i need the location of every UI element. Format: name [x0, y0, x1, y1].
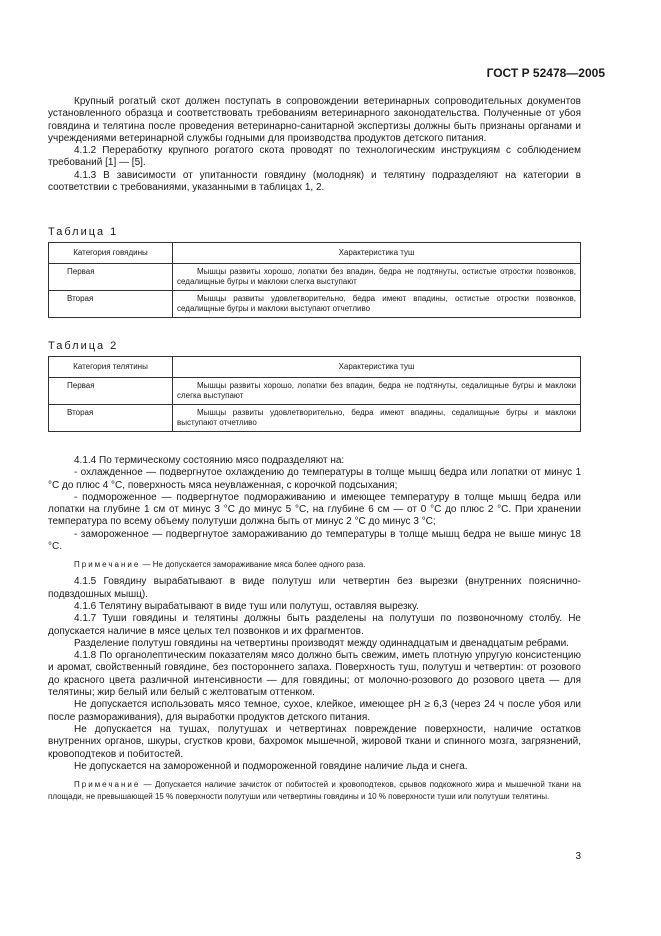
table2-row1-category: Первая [49, 378, 173, 405]
ice-snow-restriction: Не допускается на замороженной и подмороженной говядине наличие льда и снега. [74, 760, 468, 772]
table-row [49, 378, 581, 405]
surface-damage-restriction: Не допускается на тушах, полутушах и четвертинах повреждение поверхности, наличие остатков внутренних органов, шкуры, сгустков крови, бахромок мышечной, жировой ткани и спинного мозга, загрязнений, кровоподтеков и побитостей. [48, 723, 581, 760]
table2-row2-category: Вторая [49, 405, 173, 432]
table-row [49, 405, 581, 432]
dfd-meat-restriction: Не допускается использовать мясо темное, сухое, клейкое, имеющее рН ≥ 6,3 (через 24 ч после убоя или после размораживания), для выработки продуктов детского питания. [48, 699, 581, 723]
note-text: — Не допускается замораживание мяса более одного раза. [140, 560, 366, 570]
table2-row1-description: Мышцы развиты хорошо, лопатки без впадин, бедра не подтянуты, седалищные бугры и маклоки слегка выступают [173, 378, 581, 405]
page-number: 3 [575, 851, 581, 862]
table1-caption: Таблица 1 [48, 226, 119, 238]
table1-header-characteristics: Характеристика туш [173, 243, 581, 264]
table2-caption: Таблица 2 [48, 340, 119, 352]
thermal-state-supercooled: - подмороженное — подвергнутое подмораживанию и имеющее температуру в толще мышц бедра или лопатки на глубине 1 см от минус 3 °С до минус 5 °С, на глубине 6 см — от 0 °С до плюс 2 °С. При хранении температура по всему объему полутуши должна быть от минус 2 °С до минус 3 °С; [48, 491, 581, 528]
table-row [49, 291, 581, 318]
table2-row2-description: Мышцы развиты удовлетворительно, бедра имеют впадины, седалищные бугры и маклоки выступают отчетливо [173, 405, 581, 432]
table2-header-characteristics: Характеристика туш [173, 357, 581, 378]
note-label: Примечание [74, 560, 141, 570]
final-note-text: — Допускается наличие зачисток от побитостей и кровоподтеков, срывов подкожного жира и мышечной ткани на площади, не превышающей 15 % поверхности полутуши или четвертины говядины и 10 % поверхности туши или полутуши телятины. [48, 780, 581, 802]
table2-veal-categories [48, 356, 581, 432]
clause-4-1-5: 4.1.5 Говядину вырабатывают в виде полутуш или четвертин без вырезки (внутренних пояснично-подвздошных мышц). [48, 576, 581, 600]
note-trimming [48, 779, 581, 803]
clause-4-1-4-title: 4.1.4 По термическому состоянию мясо подразделяют на: [74, 455, 345, 466]
table-row [49, 264, 581, 291]
table2-header-category: Категория телятины [49, 357, 173, 378]
table1-beef-categories [48, 242, 581, 318]
clause-4-1-8: 4.1.8 По органолептическим показателям мясо должно быть свежим, иметь плотную упругую консистенцию и аромат, свойственный говядине, без постороннего запаха. Поверхность туш, полутуш и четвертин: от розового до красного цвета различной интенсивности — для говядины; от молочно-розового до розового цвета — для телятины; жир белый или белый с желтоватым оттенком. [48, 650, 581, 699]
intro-paragraph-1: Крупный рогатый скот должен поступать в сопровождении ветеринарных сопроводительных документов установленного образца и соответствовать требованиям ветеринарного законодательства. Полученные от убоя говядина и телятина после проведения ветеринарно-санитарной экспертизы должны быть признаны органами и учреждениями ветеринарной службы годными для производства продуктов детского питания. [48, 96, 581, 144]
clause-4-1-6: 4.1.6 Телятину вырабатывают в виде туш или полутуш, оставляя вырезку. [74, 600, 419, 612]
note-refreezing [48, 559, 581, 571]
table1-row1-description: Мышцы развиты хорошо, лопатки без впадин, бедра не подтянуты, остистые отростки позвонков, седалищные бугры и маклоки слегка выступают [173, 264, 581, 291]
clause-4-1-7: 4.1.7 Туши говядины и телятины должны быть разделены на полутуши по позвоночному столбу. Не допускается наличие в мясе целых тел позвонков и их фрагментов. [48, 613, 581, 637]
table1-row2-category: Вторая [49, 291, 173, 318]
table1-row1-category: Первая [49, 264, 173, 291]
table2-header-row [49, 357, 581, 378]
table1-header-category: Категория говядины [49, 243, 173, 264]
thermal-state-frozen: - замороженное — подвергнутое замораживанию до температуры в толще мышц бедра не выше минус 18 °С. [48, 528, 581, 553]
table1-header-row [49, 243, 581, 264]
quarter-division: Разделение полутуш говядины на четвертины производят между одиннадцатым и двенадцатым ребрами. [74, 637, 569, 649]
clause-4-1-3: 4.1.3 В зависимости от упитанности говядину (молодняк) и телятину подразделяют на категории в соответствии с требованиями, указанными в таблицах 1, 2. [48, 169, 581, 194]
table1-row2-description: Мышцы развиты удовлетворительно, бедра имеют впадины, остистые отростки позвонков, седалищные бугры и маклоки выступают отчетливо [173, 291, 581, 318]
main-body [48, 455, 581, 803]
final-note-label: Примечание [74, 780, 141, 790]
document-code: ГОСТ Р 52478—2005 [486, 66, 605, 80]
intro-block [48, 96, 581, 194]
thermal-state-chilled: - охлажденное — подвергнутое охлаждению до температуры в толще мышц бедра или лопатки от минус 1 °С до плюс 4 °С, поверхность мяса неувлаженная, с корочкой подсыхания; [48, 467, 581, 491]
clause-4-1-2: 4.1.2 Переработку крупного рогатого скота проводят по технологическим инструкциям с соблюдением требований [1] — [5]. [48, 145, 581, 169]
